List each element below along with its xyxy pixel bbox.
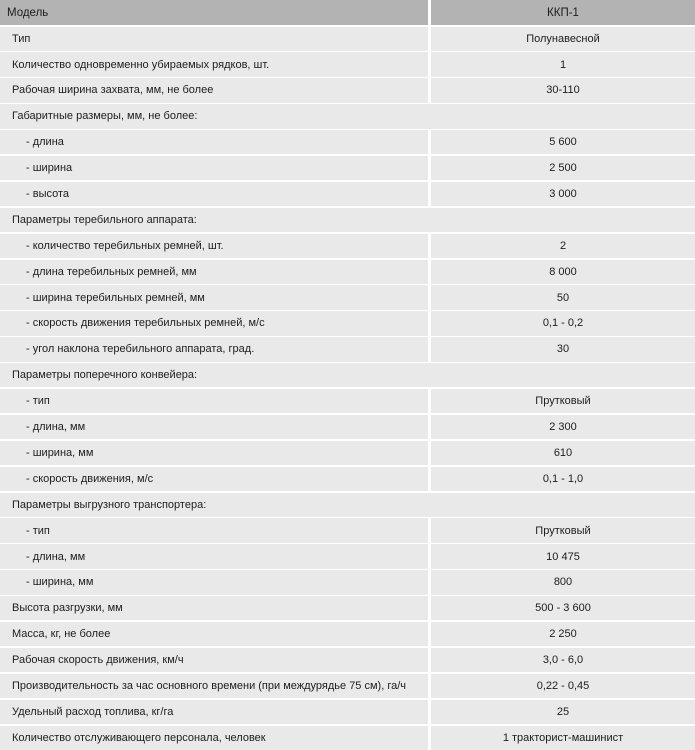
row-value: 0,1 - 0,2: [431, 311, 695, 335]
row-value: 3 000: [431, 182, 695, 206]
row-value: 50: [431, 285, 695, 309]
row-label: Параметры теребильного аппарата:: [0, 208, 695, 232]
table-row: [0, 570, 695, 594]
row-label: - ширина теребильных ремней, мм: [0, 285, 428, 309]
table-header: [0, 0, 695, 25]
row-value: Полунавесной: [431, 27, 695, 51]
table-row: [0, 285, 695, 309]
row-label: - ширина: [0, 156, 428, 180]
row-label: - угол наклона теребильного аппарата, град.: [0, 337, 428, 361]
row-value: 610: [431, 441, 695, 465]
table-row: [0, 52, 695, 76]
row-value: 1: [431, 52, 695, 76]
header-model: ККП-1: [431, 0, 695, 25]
row-value: 25: [431, 700, 695, 724]
row-label: Габаритные размеры, мм, не более:: [0, 104, 695, 128]
row-value: 5 600: [431, 130, 695, 154]
row-label: Количество одновременно убираемых рядков, шт.: [0, 52, 428, 76]
table-row: [0, 234, 695, 258]
row-value: 800: [431, 570, 695, 594]
table-row: [0, 27, 695, 51]
row-label: Количество отслуживающего персонала, человек: [0, 726, 428, 750]
table-body: [0, 27, 695, 750]
row-label: Производительность за час основного времени (при междурядье 75 см), га/ч: [0, 674, 428, 698]
row-label: Удельный расход топлива, кг/га: [0, 700, 428, 724]
table-row: [0, 596, 695, 620]
table-section-row: [0, 363, 695, 387]
row-label: - длина теребильных ремней, мм: [0, 260, 428, 284]
row-label: Рабочая скорость движения, км/ч: [0, 648, 428, 672]
table-row: [0, 467, 695, 491]
table-row: [0, 260, 695, 284]
row-value: 1 тракторист-машинист: [431, 726, 695, 750]
header-label: Модель: [0, 0, 428, 25]
table-row: [0, 415, 695, 439]
table-row: [0, 78, 695, 102]
table-row: [0, 337, 695, 361]
row-value: Прутковый: [431, 518, 695, 542]
row-label: - тип: [0, 518, 428, 542]
table-row: [0, 441, 695, 465]
row-value: 10 475: [431, 544, 695, 568]
row-label: - длина, мм: [0, 415, 428, 439]
row-label: - ширина, мм: [0, 441, 428, 465]
table-row: [0, 130, 695, 154]
row-value: 3,0 - 6,0: [431, 648, 695, 672]
row-label: - ширина, мм: [0, 570, 428, 594]
row-value: 2: [431, 234, 695, 258]
table-row: [0, 182, 695, 206]
row-label: - длина, мм: [0, 544, 428, 568]
row-value: 2 300: [431, 415, 695, 439]
row-value: 500 - 3 600: [431, 596, 695, 620]
row-value: 0,22 - 0,45: [431, 674, 695, 698]
row-label: - скорость движения теребильных ремней, м/с: [0, 311, 428, 335]
row-value: 2 250: [431, 622, 695, 646]
row-label: - скорость движения, м/с: [0, 467, 428, 491]
row-label: - высота: [0, 182, 428, 206]
row-value: 30-110: [431, 78, 695, 102]
table-row: [0, 648, 695, 672]
table-row: [0, 674, 695, 698]
row-label: Параметры выгрузного транспортера:: [0, 493, 695, 517]
row-label: Параметры поперечного конвейера:: [0, 363, 695, 387]
table-row: [0, 700, 695, 724]
row-value: 2 500: [431, 156, 695, 180]
table-row: [0, 726, 695, 750]
row-label: - тип: [0, 389, 428, 413]
row-label: Масса, кг, не более: [0, 622, 428, 646]
row-label: Рабочая ширина захвата, мм, не более: [0, 78, 428, 102]
table-section-row: [0, 104, 695, 128]
row-value: 8 000: [431, 260, 695, 284]
table-row: [0, 544, 695, 568]
table-row: [0, 156, 695, 180]
row-label: - длина: [0, 130, 428, 154]
table-row: [0, 311, 695, 335]
row-value: 0,1 - 1,0: [431, 467, 695, 491]
table-section-row: [0, 208, 695, 232]
row-label: Тип: [0, 27, 428, 51]
table-row: [0, 622, 695, 646]
row-value: 30: [431, 337, 695, 361]
row-value: Прутковый: [431, 389, 695, 413]
table-row: [0, 389, 695, 413]
table-row: [0, 518, 695, 542]
table-section-row: [0, 493, 695, 517]
row-label: Высота разгрузки, мм: [0, 596, 428, 620]
row-label: - количество теребильных ремней, шт.: [0, 234, 428, 258]
